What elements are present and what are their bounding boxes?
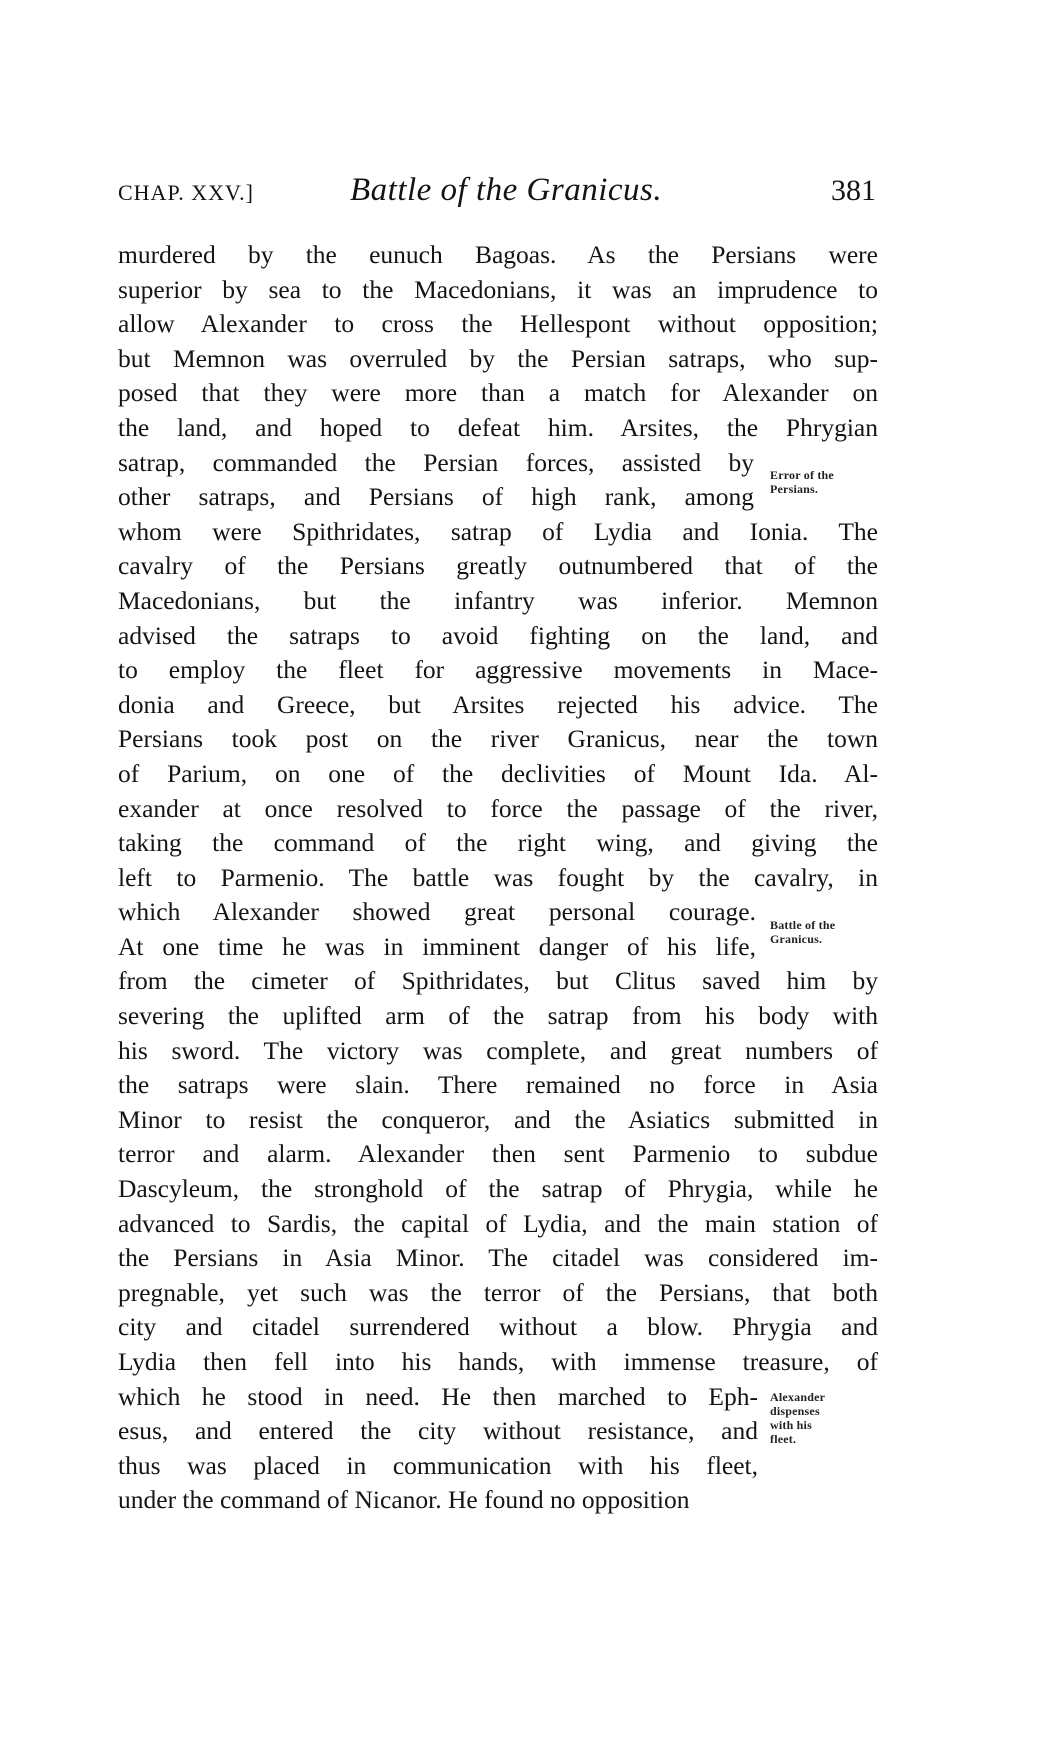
text-line: Minor to resist the conqueror, and the Asiatics submitted in [118,1104,878,1134]
margin-note-battle [770,918,890,946]
text-line: the land, and hoped to defeat him. Arsites, the Phrygian [118,412,878,442]
text-line: pregnable, yet such was the terror of the Persians, that both [118,1277,878,1307]
text-line: taking the command of the right wing, and giving the [118,828,878,858]
margin-note-line: Battle of the [770,918,836,932]
running-title: Battle of the Granicus. [350,172,663,208]
running-header [118,172,876,216]
margin-note-line: Persians. [770,482,819,496]
text-line: posed that they were more than a match for Alexander on [118,378,878,408]
text-line: city and citadel surrendered without a blow. Phrygia and [118,1312,878,1342]
margin-note-line: Granicus. [770,932,823,946]
text-line: Dascyleum, the stronghold of the satrap of Phrygia, while he [118,1174,878,1204]
margin-note-line: fleet. [770,1432,797,1446]
text-line: esus, and entered the city without resistance, and [118,1416,758,1446]
text-line: Persians took post on the river Granicus, near the town [118,724,878,754]
text-line: murdered by the eunuch Bagoas. As the Persians were [118,240,878,269]
margin-note-line: dispenses [770,1404,820,1418]
margin-note-line: Alexander [770,1390,826,1404]
text-line: cavalry of the Persians greatly outnumbered that of the [118,551,878,581]
margin-note-error [770,468,890,496]
text-line: At one time he was in imminent danger of his life, [118,931,756,961]
body-text [118,238,878,1518]
margin-note-line: with his [770,1418,812,1432]
text-line: superior by sea to the Macedonians, it was an imprudence to [118,274,878,304]
text-line: other satraps, and Persians of high rank, among [118,482,754,512]
text-line: thus was placed in communication with his fleet, [118,1450,758,1480]
text-line: to employ the fleet for aggressive movements in Mace- [118,655,878,685]
text-line: the satraps were slain. There remained no force in Asia [118,1070,878,1100]
text-line: from the cimeter of Spithridates, but Clitus saved him by [118,966,878,996]
text-line: his sword. The victory was complete, and great numbers of [118,1035,878,1065]
text-line: satrap, commanded the Persian forces, assisted by [118,447,754,477]
text-line: advanced to Sardis, the capital of Lydia, and the main station of [118,1208,878,1238]
page-number: 381 [831,174,876,207]
text-line: the Persians in Asia Minor. The citadel was considered im- [118,1243,878,1273]
text-line: exander at once resolved to force the passage of the river, [118,793,878,823]
text-line: which he stood in need. He then marched to Eph- [118,1381,758,1411]
text-line: of Parium, on one of the declivities of Mount Ida. Al- [118,758,878,788]
text-line: whom were Spithridates, satrap of Lydia and Ionia. The [118,516,878,546]
text-line: severing the uplifted arm of the satrap from his body with [118,1001,878,1031]
text-line: terror and alarm. Alexander then sent Parmenio to subdue [118,1139,878,1169]
text-line: under the command of Nicanor. He found no opposition [118,1485,690,1515]
text-line: Macedonians, but the infantry was inferior. Memnon [118,585,878,615]
text-line: but Memnon was overruled by the Persian satraps, who sup- [118,343,878,373]
chapter-label: CHAP. XXV.] [118,180,254,205]
text-line: which Alexander showed great personal courage. [118,897,756,927]
margin-note-line: Error of the [770,468,834,482]
text-line: advised the satraps to avoid fighting on the land, and [118,620,878,650]
margin-note-alexander [770,1390,890,1446]
text-line: Lydia then fell into his hands, with immense treasure, of [118,1347,878,1376]
text-line: left to Parmenio. The battle was fought by the cavalry, in [118,862,878,892]
text-line: donia and Greece, but Arsites rejected his advice. The [118,689,878,719]
text-line: allow Alexander to cross the Hellespont without opposition; [118,309,878,339]
